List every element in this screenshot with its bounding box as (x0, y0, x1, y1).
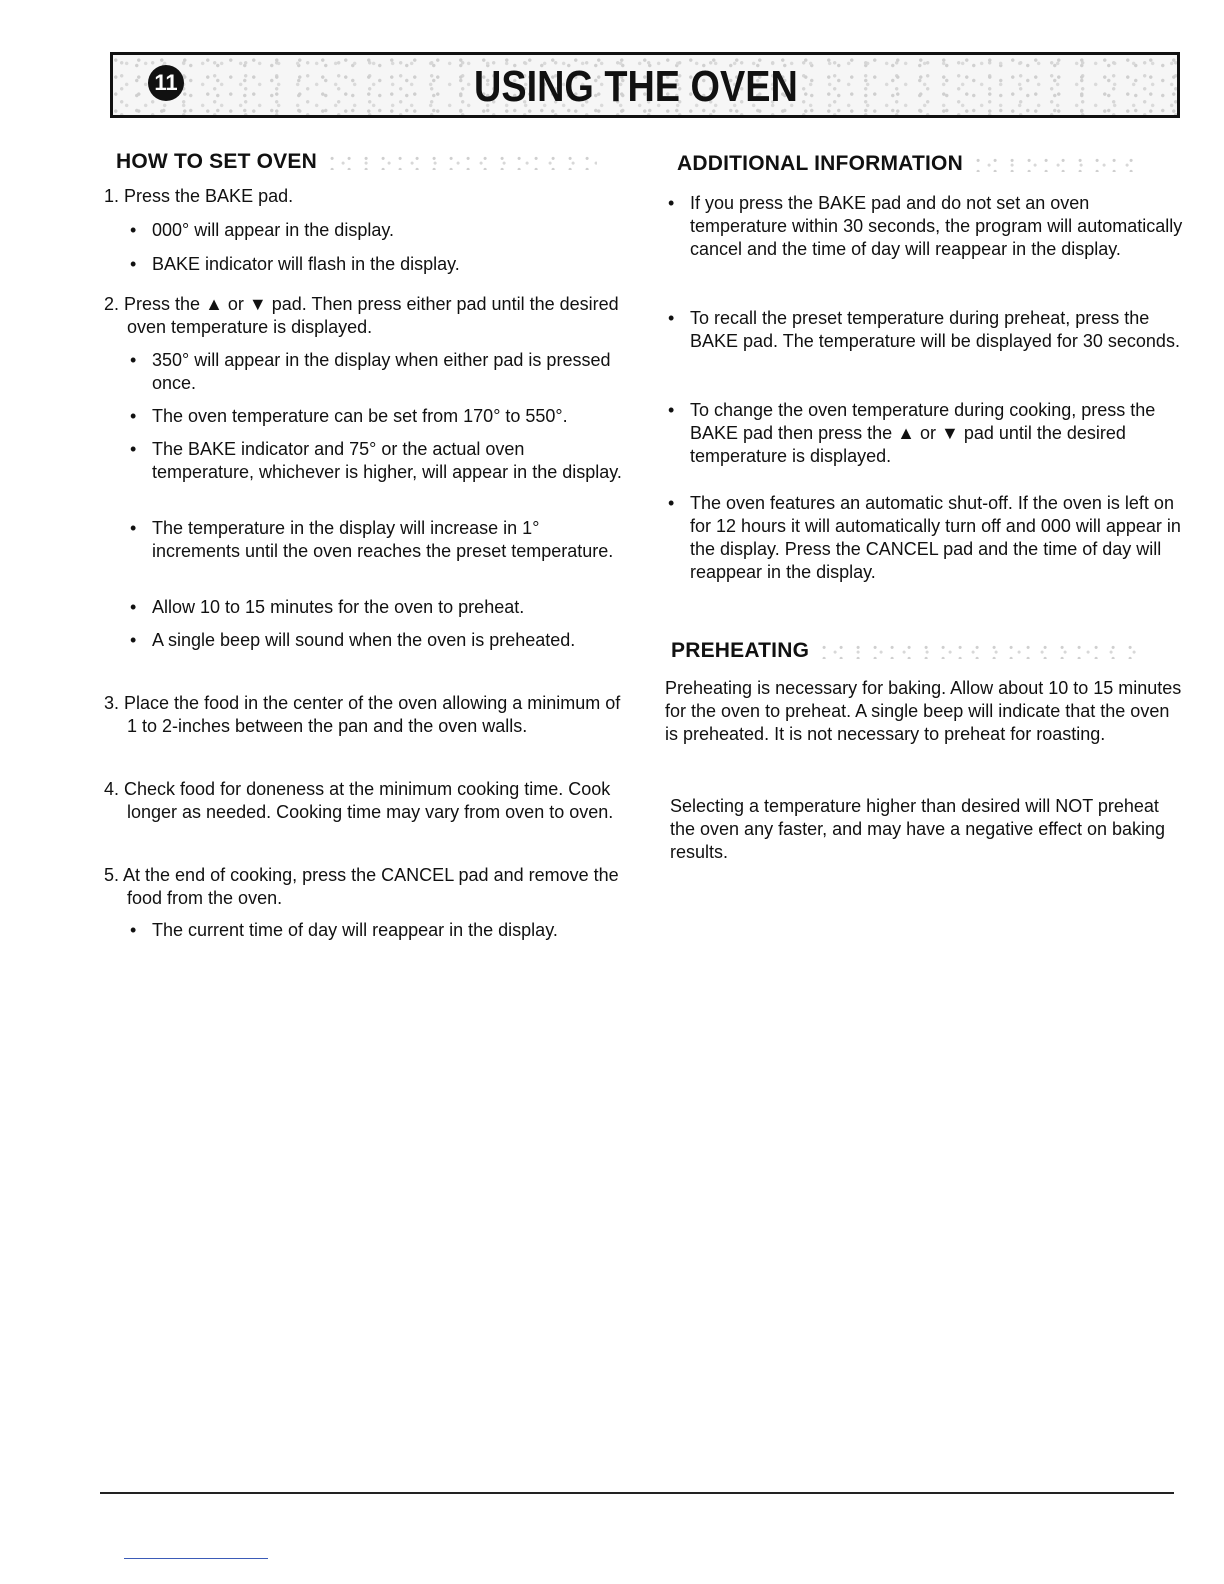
step-4: 4. Check food for doneness at the minimum cooking time. Cook longer as needed. Cooking time may vary from oven to oven. (104, 779, 614, 822)
down-arrow-icon: ▼ (248, 294, 267, 314)
scan-artifact-line (124, 1558, 268, 1559)
step-1: 1. Press the BAKE pad. (104, 186, 294, 206)
page-title: USING THE OVEN (474, 62, 798, 111)
additional-information-heading: ADDITIONAL INFORMATION (677, 152, 1133, 176)
halftone-decoration (819, 643, 1139, 659)
step-1-bullet-1: • 000° will appear in the display. (128, 219, 628, 242)
step-3: 3. Place the food in the center of the oven allowing a minimum of 1 to 2-inches between the pan and the oven walls. (104, 693, 621, 736)
preheating-paragraph-1: Preheating is necessary for baking. Allow about 10 to 15 minutes for the oven to preheat. A single beep will indicate that the oven is preheated. It is not necessary to preheat for roasting. (665, 678, 1182, 744)
additional-info-bullet-1: • If you press the BAKE pad and do not set an oven temperature within 30 seconds, the program will automatically cancel and the time of day will reappear in the display. (666, 192, 1191, 261)
step-2: 2. Press the ▲ or ▼ pad. Then press either pad until the desired oven temperature is displayed. (104, 294, 619, 337)
additional-info-bullet-2: • To recall the preset temperature during preheat, press the BAKE pad. The temperature will be displayed for 30 seconds. (666, 307, 1191, 353)
step-1-bullet-2: • BAKE indicator will flash in the display. (128, 253, 628, 276)
up-arrow-icon: ▲ (897, 423, 915, 443)
step-2-bullet-1: • 350° will appear in the display when either pad is pressed once. (128, 349, 628, 395)
step-2-bullet-6: • A single beep will sound when the oven is preheated. (128, 629, 628, 652)
step-2-bullet-5: • Allow 10 to 15 minutes for the oven to preheat. (128, 596, 628, 619)
up-arrow-icon: ▲ (205, 294, 223, 314)
preheating-paragraph-2: Selecting a temperature higher than desired will NOT preheat the oven any faster, and may have a negative effect on baking results. (670, 796, 1166, 862)
step-2-bullet-2: • The oven temperature can be set from 170° to 550°. (128, 405, 628, 428)
additional-info-bullet-3: • To change the oven temperature during cooking, press the BAKE pad then press the ▲ or ▼ pad until the desired temperature is displayed. (666, 399, 1191, 468)
step-5: 5. At the end of cooking, press the CANCEL pad and remove the food from the oven. (104, 865, 619, 908)
preheating-heading: PREHEATING (671, 639, 1139, 663)
section-number-badge: 11 (148, 65, 184, 101)
halftone-decoration (973, 156, 1133, 172)
halftone-decoration (327, 154, 597, 170)
footer-divider (100, 1492, 1174, 1494)
step-5-bullet-1: • The current time of day will reappear in the display. (128, 919, 628, 942)
how-to-set-oven-heading: HOW TO SET OVEN (116, 150, 597, 174)
additional-info-bullet-4: • The oven features an automatic shut-off. If the oven is left on for 12 hours it will automatically turn off and 000 will appear in the display. Press the CANCEL pad and the time of day will reappear in the display. (666, 492, 1191, 584)
down-arrow-icon: ▼ (940, 423, 959, 443)
step-2-bullet-4: • The temperature in the display will increase in 1° increments until the oven reaches the preset temperature. (128, 517, 628, 563)
step-2-bullet-3: • The BAKE indicator and 75° or the actual oven temperature, whichever is higher, will appear in the display. (128, 438, 628, 484)
